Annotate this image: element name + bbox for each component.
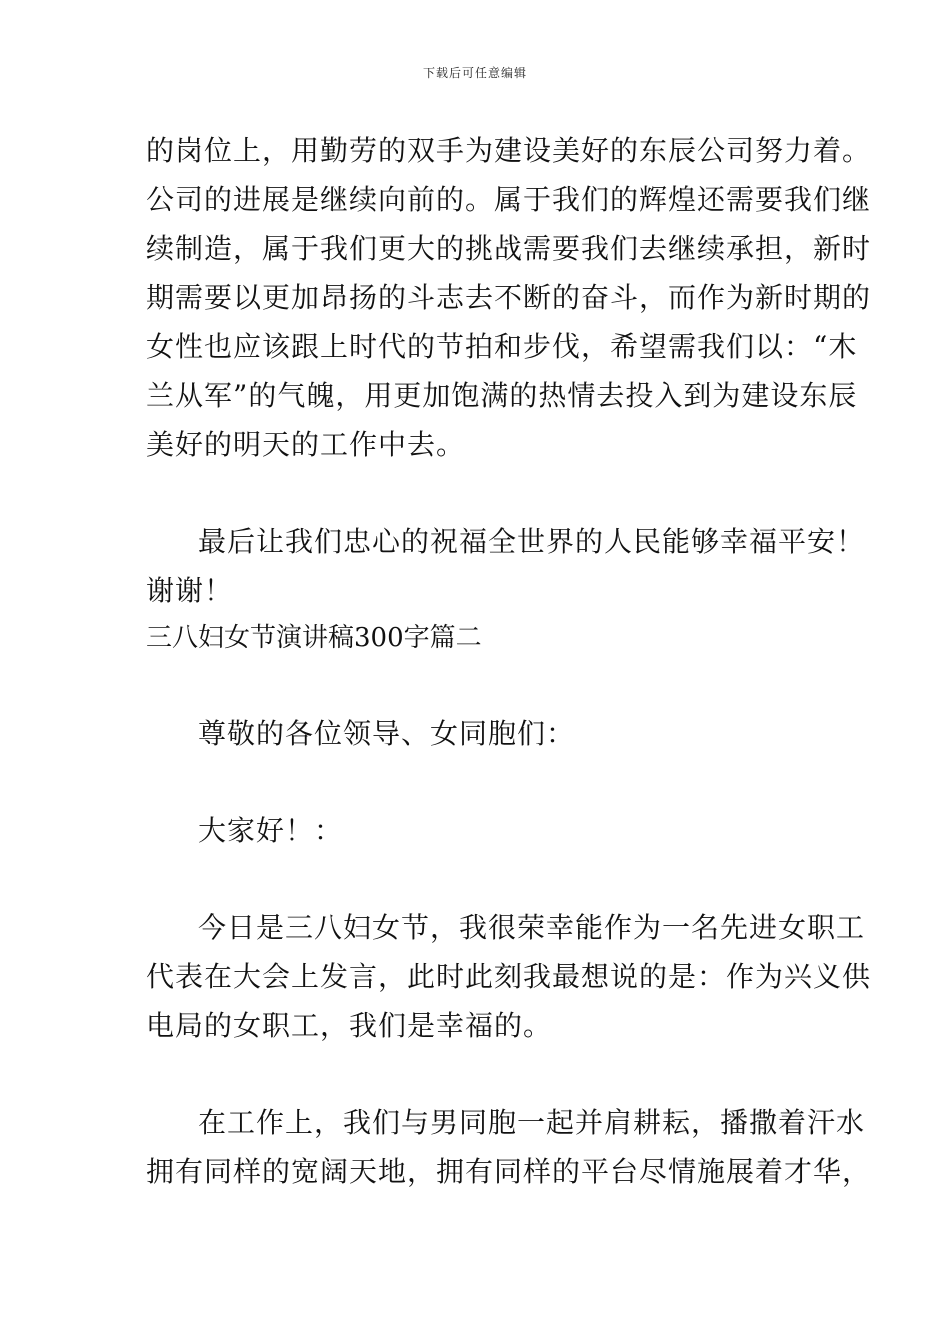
paragraph-line: 今日是三八妇女节，我很荣幸能作为一名先进女职工 [198,911,866,944]
paragraph-3 [146,903,872,1050]
paragraph-line: 的岗位上，用勤劳的双手为建设美好的东辰公司努力着。 [146,134,872,167]
paragraph-4 [146,1098,872,1196]
paragraph-line: 拥有同样的宽阔天地，拥有同样的平台尽情施展着才华， [146,1155,872,1188]
paragraph-line: 美好的明天的工作中去。 [146,428,466,461]
greeting-line: 尊敬的各位领导、女同胞们： [198,717,576,750]
paragraph-line: 期需要以更加昂扬的斗志去不断的奋斗，而作为新时期的 [146,281,872,314]
paragraph-spacer [146,758,810,806]
paragraph-2 [146,517,866,615]
paragraph-line: 女性也应该跟上时代的节拍和步伐，希望需我们以：“木 [146,330,858,363]
paragraph-spacer [146,661,810,709]
paragraph-line: 最后让我们忠心的祝福全世界的人民能够幸福平安！ [198,525,866,558]
paragraph-spacer [146,855,810,903]
paragraph-spacer [146,469,810,517]
paragraph-line: 公司的进展是继续向前的。属于我们的辉煌还需要我们继 [146,183,872,216]
paragraph-line: 电局的女职工，我们是幸福的。 [146,1009,553,1042]
page-header-note: 下载后可任意编辑 [422,66,527,80]
paragraph-line: 兰从军”的气魄，用更加饱满的热情去投入到为建设东辰 [146,379,858,412]
paragraph-1 [146,126,872,469]
document-body [146,126,872,1196]
paragraph-line: 续制造，属于我们更大的挑战需要我们去继续承担，新时 [146,232,872,265]
hello-line: 大家好！： [198,814,344,847]
paragraph-spacer [146,1050,810,1098]
paragraph-line: 代表在大会上发言，此时此刻我最想说的是：作为兴义供 [146,960,872,993]
paragraph-line: 谢谢！ [146,574,234,607]
paragraph-line: 在工作上，我们与男同胞一起并肩耕耘，播撒着汗水 [198,1106,866,1139]
section-title: 三八妇女节演讲稿300字篇二 [146,623,482,653]
